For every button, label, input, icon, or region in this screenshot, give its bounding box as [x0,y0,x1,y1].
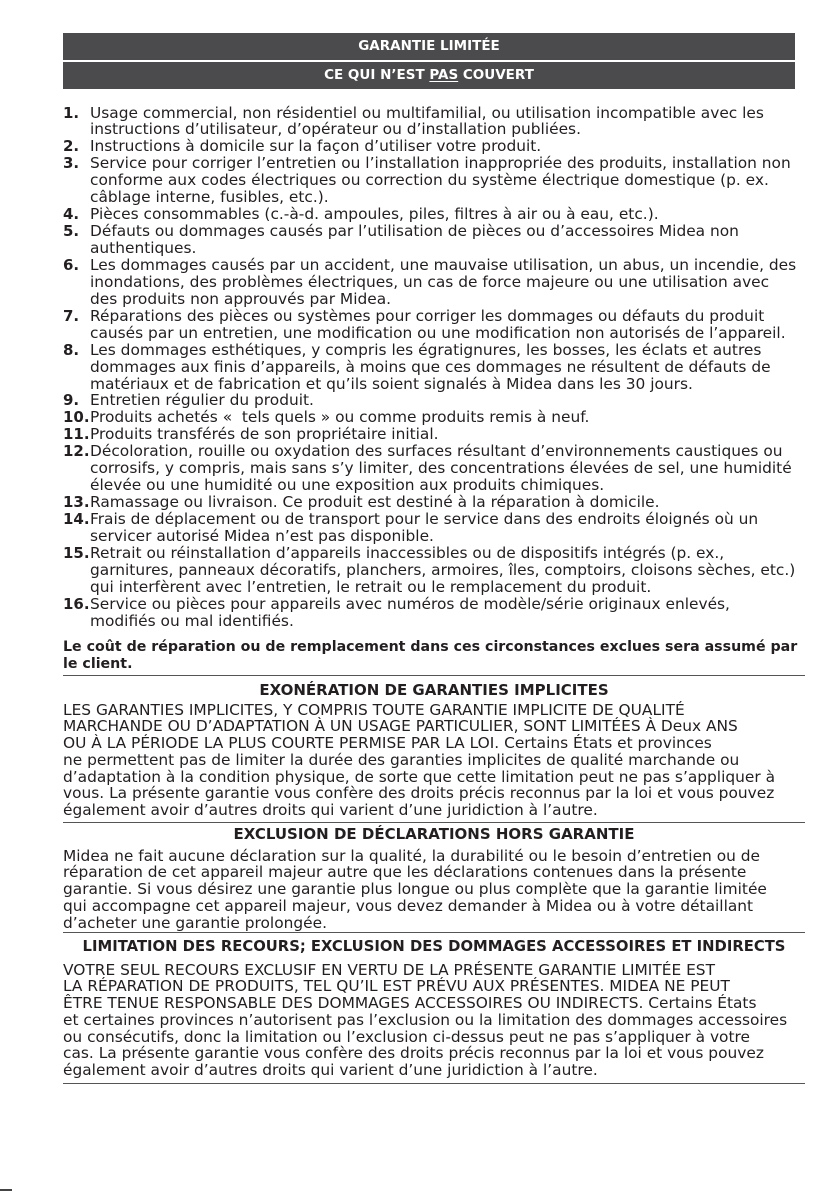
text-line: servicer autorisé Midea n’est pas disponible. [90,526,434,545]
text-line: inondations, des problèmes électriques, un cas de force majeure ou une utilisation avec [90,272,770,291]
text-line: Produits achetés « tels quels » ou comme produits remis à neuf. [90,408,590,427]
text-line: LES GARANTIES IMPLICITES, Y COMPRIS TOUTE GARANTIE IMPLICITE DE QUALITÉ [63,700,685,719]
text-line: Service ou pièces pour appareils avec numéros de modèle/série originaux enlevés, [90,594,730,613]
text-line: Pièces consommables (c.-à-d. ampoules, piles, filtres à air ou à eau, etc.). [90,205,659,224]
item-text [90,155,808,206]
text-line: Frais de déplacement ou de transport pour le service dans des endroits éloignés où un [90,510,759,528]
exclusion-item [63,392,808,409]
item-number: 6. [63,255,80,274]
text-line: Retrait ou réinstallation d’appareils inaccessibles ou de dispositifs intégrés (p. ex., [90,543,725,562]
text-line: Les dommages esthétiques, y compris les égratignures, les bosses, les éclats et autres [90,340,762,359]
text-line: conforme aux codes électriques ou correction du système électrique domestique (p. ex. [90,171,769,190]
item-number: 5. [63,222,80,241]
banner-subtitle [63,62,795,89]
item-number: 4. [63,205,80,224]
exclusions-cost-note [63,639,808,673]
item-text [90,342,808,393]
item-text [90,392,808,409]
exclusion-item [63,223,808,257]
item-text [90,443,808,494]
remedies-text [63,962,808,1079]
exclusion-item [63,511,808,545]
text-line: le client. [63,655,133,672]
text-line: Le coût de réparation ou de remplacement dans ces circonstances exclues sera assumé par [63,638,798,655]
exclusion-item [63,342,808,393]
text-line: Défauts ou dommages causés par l’utilisation de pièces ou d’accessoires Midea non [90,222,739,241]
text-line: cas. La présente garantie vous confère des droits précis reconnus par la loi et vous pouvez [63,1044,764,1063]
item-number: 11. [63,425,90,444]
banner-subtitle-emphasis: PAS [429,67,459,83]
text-line: ou consécutifs, donc la limitation ou l’exclusion ci-dessus peut ne pas s’appliquer à votre [63,1027,750,1046]
text-line: câblage interne, fusibles, etc.). [90,188,329,207]
item-number: 15. [63,543,90,562]
item-number: 9. [63,391,80,410]
item-text [90,409,808,426]
item-number: 2. [63,137,80,156]
banner-subtitle-tail: COUVERT [462,67,534,83]
exclusion-item [63,105,808,139]
banner-title-text: GARANTIE LIMITÉE [358,38,500,54]
item-number: 7. [63,306,80,325]
exclusion-item [63,443,808,494]
text-line: qui interfèrent avec l’entretien, le retrait ou le remplacement du produit. [90,577,652,596]
text-line: matériaux et de fabrication et qu’ils soient signalés à Midea dans les 30 jours. [90,374,693,393]
exclusion-item [63,206,808,223]
item-text [90,105,808,139]
item-number: 12. [63,442,90,461]
text-line: VOTRE SEUL RECOURS EXCLUSIF EN VERTU DE LA PRÉSENTE GARANTIE LIMITÉE EST [63,960,715,979]
text-line: vous. La présente garantie vous confère des droits précis reconnus par la loi et vous pouvez [63,784,775,803]
text-line: instructions d’utilisateur, d’opérateur ou d’installation publiées. [90,120,581,139]
banner-subtitle-lead: CE QUI N’EST [324,67,425,83]
implied-warranties-heading: EXONÉRATION DE GARANTIES IMPLICITES [259,680,609,699]
exclusion-item [63,426,808,443]
section-divider [63,822,805,823]
text-line: et certaines provinces n’autorisent pas l’exclusion ou la limitation des dommages accessoires [63,1010,788,1029]
item-number: 14. [63,510,90,528]
section-divider [63,1083,805,1084]
text-line: LA RÉPARATION DE PRODUITS, TEL QU’IL EST PRÉVU AUX PRÉSENTES. MIDEA NE PEUT [63,977,730,996]
item-text [90,206,808,223]
exclusion-item [63,155,808,206]
text-line: qui accompagne cet appareil majeur, vous devez demander à Midea ou à votre détaillant [63,896,754,915]
banner-title [63,33,795,60]
text-line: garantie. Si vous désirez une garantie plus longue ou plus complète que la garantie limitée [63,880,767,899]
text-line: MARCHANDE OU D’ADAPTATION À UN USAGE PARTICULIER, SONT LIMITÉES À Deux ANS [63,717,738,736]
section-divider [63,932,805,933]
text-line: Service pour corriger l’entretien ou l’installation inappropriée des produits, installation non [90,154,791,173]
text-line: Ramassage ou livraison. Ce produit est destiné à la réparation à domicile. [90,493,660,512]
item-number: 8. [63,340,80,359]
remedies-heading: LIMITATION DES RECOURS; EXCLUSION DES DOMMAGES ACCESSOIRES ET INDIRECTS [82,937,786,955]
text-line: Usage commercial, non résidentiel ou multifamilial, ou utilisation incompatible avec les [90,103,764,122]
item-text [90,545,808,596]
item-text [90,596,808,630]
item-text [90,511,808,545]
text-line: garnitures, panneaux décoratifs, planchers, armoires, îles, comptoirs, cloisons sèches, etc.) [90,560,796,579]
text-line: dommages aux finis d’appareils, à moins que ces dommages ne résultent de défauts de [90,357,771,376]
text-line: OU À LA PÉRIODE LA PLUS COURTE PERMISE PAR LA LOI. Certains États et provinces [63,734,712,753]
text-line: Réparations des pièces ou systèmes pour corriger les dommages ou défauts du produit [90,306,765,325]
exclusion-item [63,596,808,630]
implied-warranties-text [63,702,808,819]
exclusion-item [63,545,808,596]
text-line: d’acheter une garantie prolongée. [63,913,327,932]
exclusion-item [63,138,808,155]
item-text [90,426,808,443]
section-divider [63,675,805,676]
representations-heading: EXCLUSION DE DÉCLARATIONS HORS GARANTIE [233,825,635,843]
exclusion-item [63,257,808,308]
text-line: élevée ou une humidité ou une exposition aux produits chimiques. [90,476,605,495]
text-line: également avoir d’autres droits qui varient d’une juridiction à l’autre. [63,801,598,820]
item-text [90,138,808,155]
exclusion-item [63,494,808,511]
text-line: d’adaptation à la condition physique, de sorte que cette limitation peut ne pas s’appliquer à [63,767,775,786]
exclusion-item [63,308,808,342]
item-number: 1. [63,103,80,122]
text-line: réparation de cet appareil majeur autre que les déclarations contenues dans la présente [63,863,747,882]
item-text [90,308,808,342]
text-line: ne permettent pas de limiter la durée des garanties implicites de qualité marchande ou [63,750,740,769]
text-line: Midea ne fait aucune déclaration sur la qualité, la durabilité ou le besoin d’entretien ou de [63,846,761,865]
text-line: ÊTRE TENUE RESPONSABLE DES DOMMAGES ACCESSOIRES OU INDIRECTS. Certains États [63,994,757,1013]
item-text [90,223,808,257]
text-line: Produits transférés de son propriétaire initial. [90,425,439,444]
text-line: Entretien régulier du produit. [90,391,314,410]
item-number: 13. [63,493,90,512]
exclusion-item [63,409,808,426]
text-line: corrosifs, y compris, mais sans s’y limiter, des concentrations élevées de sel, une humidité [90,459,792,478]
item-number: 10. [63,408,90,427]
text-line: également avoir d’autres droits qui varient d’une juridiction à l’autre. [63,1061,598,1080]
text-line: Instructions à domicile sur la façon d’utiliser votre produit. [90,137,542,156]
item-number: 16. [63,594,90,613]
text-line: Les dommages causés par un accident, une mauvaise utilisation, un abus, un incendie, des [90,255,797,274]
text-line: authentiques. [90,239,197,257]
item-text [90,257,808,308]
item-text [90,494,808,511]
text-line: causés par un entretien, une modification ou une modification non autorisés de l’appareil. [90,323,786,342]
representations-text [63,848,808,932]
text-line: modifiés ou mal identifiés. [90,611,294,630]
item-number: 3. [63,154,80,173]
crop-mark [0,1189,12,1191]
text-line: Décoloration, rouille ou oxydation des surfaces résultant d’environnements caustiques ou [90,442,783,461]
text-line: des produits non approuvés par Midea. [90,289,392,308]
exclusions-list [63,105,808,630]
